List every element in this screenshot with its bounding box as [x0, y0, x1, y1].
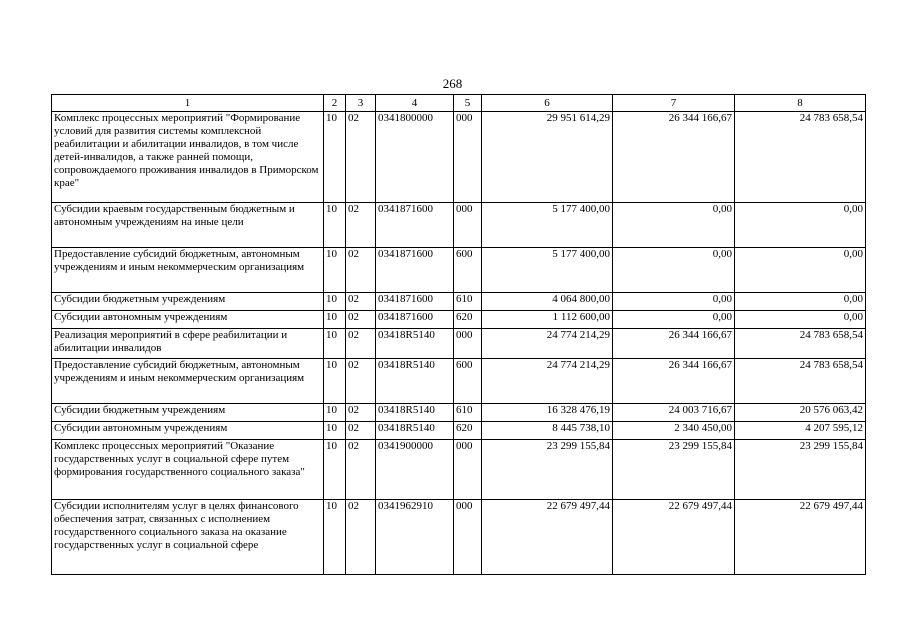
row-sum-1: 5 177 400,00	[482, 203, 613, 248]
row-sum-1: 1 112 600,00	[482, 311, 613, 329]
row-name: Субсидии автономным учреждениям	[52, 422, 324, 440]
row-vr: 600	[454, 359, 482, 404]
row-podrazdel: 02	[346, 293, 376, 311]
row-sum-1: 22 679 497,44	[482, 500, 613, 575]
page-number: 268	[442, 76, 463, 91]
row-razdel: 10	[324, 404, 346, 422]
row-vr: 620	[454, 422, 482, 440]
row-csr: 03418R5140	[376, 359, 454, 404]
col-header-4: 4	[376, 95, 454, 112]
row-sum-3: 0,00	[735, 293, 866, 311]
row-sum-2: 0,00	[613, 311, 735, 329]
row-sum-1: 29 951 614,29	[482, 112, 613, 203]
row-razdel: 10	[324, 311, 346, 329]
row-name: Субсидии исполнителям услуг в целях финансового обеспечения затрат, связанных с исполнением государственного социального заказа на оказание государственных услуг в социальной сфере	[52, 500, 324, 575]
col-header-3: 3	[346, 95, 376, 112]
budget-table	[51, 94, 866, 575]
row-sum-1: 24 774 214,29	[482, 329, 613, 359]
row-vr: 000	[454, 112, 482, 203]
row-razdel: 10	[324, 203, 346, 248]
row-razdel: 10	[324, 422, 346, 440]
row-sum-2: 26 344 166,67	[613, 329, 735, 359]
row-podrazdel: 02	[346, 248, 376, 293]
row-csr: 0341962910	[376, 500, 454, 575]
row-razdel: 10	[324, 293, 346, 311]
row-sum-2: 0,00	[613, 293, 735, 311]
row-podrazdel: 02	[346, 112, 376, 203]
row-sum-2: 26 344 166,67	[613, 359, 735, 404]
col-header-7: 7	[613, 95, 735, 112]
table-row	[52, 404, 866, 422]
row-csr: 0341871600	[376, 293, 454, 311]
row-vr: 000	[454, 500, 482, 575]
row-sum-3: 23 299 155,84	[735, 440, 866, 500]
row-sum-3: 0,00	[735, 311, 866, 329]
row-name: Реализация мероприятий в сфере реабилитации и абилитации инвалидов	[52, 329, 324, 359]
header-row	[52, 95, 866, 112]
table-row	[52, 440, 866, 500]
row-podrazdel: 02	[346, 329, 376, 359]
row-razdel: 10	[324, 112, 346, 203]
col-header-5: 5	[454, 95, 482, 112]
row-sum-1: 8 445 738,10	[482, 422, 613, 440]
row-name: Субсидии бюджетным учреждениям	[52, 293, 324, 311]
row-sum-2: 26 344 166,67	[613, 112, 735, 203]
row-name: Субсидии автономным учреждениям	[52, 311, 324, 329]
row-sum-1: 5 177 400,00	[482, 248, 613, 293]
row-sum-3: 22 679 497,44	[735, 500, 866, 575]
row-sum-3: 24 783 658,54	[735, 359, 866, 404]
row-sum-1: 4 064 800,00	[482, 293, 613, 311]
col-header-2: 2	[324, 95, 346, 112]
row-name: Субсидии бюджетным учреждениям	[52, 404, 324, 422]
row-sum-2: 24 003 716,67	[613, 404, 735, 422]
row-sum-2: 0,00	[613, 203, 735, 248]
row-name: Комплекс процессных мероприятий "Формирование условий для развития системы комплексной реабилитации и абилитации инвалидов, в том числе детей-инвалидов, а также ранней помощи, сопровождаемого проживания инвалидов в Приморском крае"	[52, 112, 324, 203]
row-csr: 0341900000	[376, 440, 454, 500]
row-name: Комплекс процессных мероприятий "Оказание государственных услуг в социальной сфере путем формирования государственного социального заказа"	[52, 440, 324, 500]
row-sum-2: 0,00	[613, 248, 735, 293]
table-row	[52, 500, 866, 575]
row-name: Предоставление субсидий бюджетным, автономным учреждениям и иным некоммерческим организациям	[52, 248, 324, 293]
row-csr: 03418R5140	[376, 404, 454, 422]
table-row	[52, 311, 866, 329]
row-podrazdel: 02	[346, 359, 376, 404]
row-razdel: 10	[324, 500, 346, 575]
row-csr: 0341871600	[376, 248, 454, 293]
row-sum-3: 4 207 595,12	[735, 422, 866, 440]
col-header-8: 8	[735, 95, 866, 112]
table-row	[52, 359, 866, 404]
col-header-6: 6	[482, 95, 613, 112]
row-csr: 0341800000	[376, 112, 454, 203]
table-row	[52, 248, 866, 293]
col-header-1: 1	[52, 95, 324, 112]
row-sum-2: 23 299 155,84	[613, 440, 735, 500]
row-sum-2: 22 679 497,44	[613, 500, 735, 575]
row-vr: 610	[454, 404, 482, 422]
row-sum-2: 2 340 450,00	[613, 422, 735, 440]
row-podrazdel: 02	[346, 440, 376, 500]
row-vr: 600	[454, 248, 482, 293]
row-razdel: 10	[324, 440, 346, 500]
table-row	[52, 203, 866, 248]
row-sum-1: 24 774 214,29	[482, 359, 613, 404]
row-razdel: 10	[324, 359, 346, 404]
table-row	[52, 422, 866, 440]
row-podrazdel: 02	[346, 422, 376, 440]
row-sum-3: 24 783 658,54	[735, 329, 866, 359]
row-podrazdel: 02	[346, 311, 376, 329]
table-row	[52, 329, 866, 359]
row-razdel: 10	[324, 329, 346, 359]
row-vr: 000	[454, 203, 482, 248]
row-vr: 610	[454, 293, 482, 311]
row-podrazdel: 02	[346, 203, 376, 248]
row-sum-3: 0,00	[735, 248, 866, 293]
row-podrazdel: 02	[346, 500, 376, 575]
row-vr: 000	[454, 329, 482, 359]
row-name: Предоставление субсидий бюджетным, автономным учреждениям и иным некоммерческим организациям	[52, 359, 324, 404]
row-sum-1: 23 299 155,84	[482, 440, 613, 500]
row-csr: 03418R5140	[376, 329, 454, 359]
row-csr: 0341871600	[376, 311, 454, 329]
row-csr: 03418R5140	[376, 422, 454, 440]
table-row	[52, 112, 866, 203]
row-sum-3: 20 576 063,42	[735, 404, 866, 422]
row-name: Субсидии краевым государственным бюджетным и автономным учреждениям на иные цели	[52, 203, 324, 248]
row-vr: 000	[454, 440, 482, 500]
row-sum-1: 16 328 476,19	[482, 404, 613, 422]
table-row	[52, 293, 866, 311]
row-vr: 620	[454, 311, 482, 329]
row-csr: 0341871600	[376, 203, 454, 248]
row-razdel: 10	[324, 248, 346, 293]
row-sum-3: 24 783 658,54	[735, 112, 866, 203]
row-sum-3: 0,00	[735, 203, 866, 248]
row-podrazdel: 02	[346, 404, 376, 422]
